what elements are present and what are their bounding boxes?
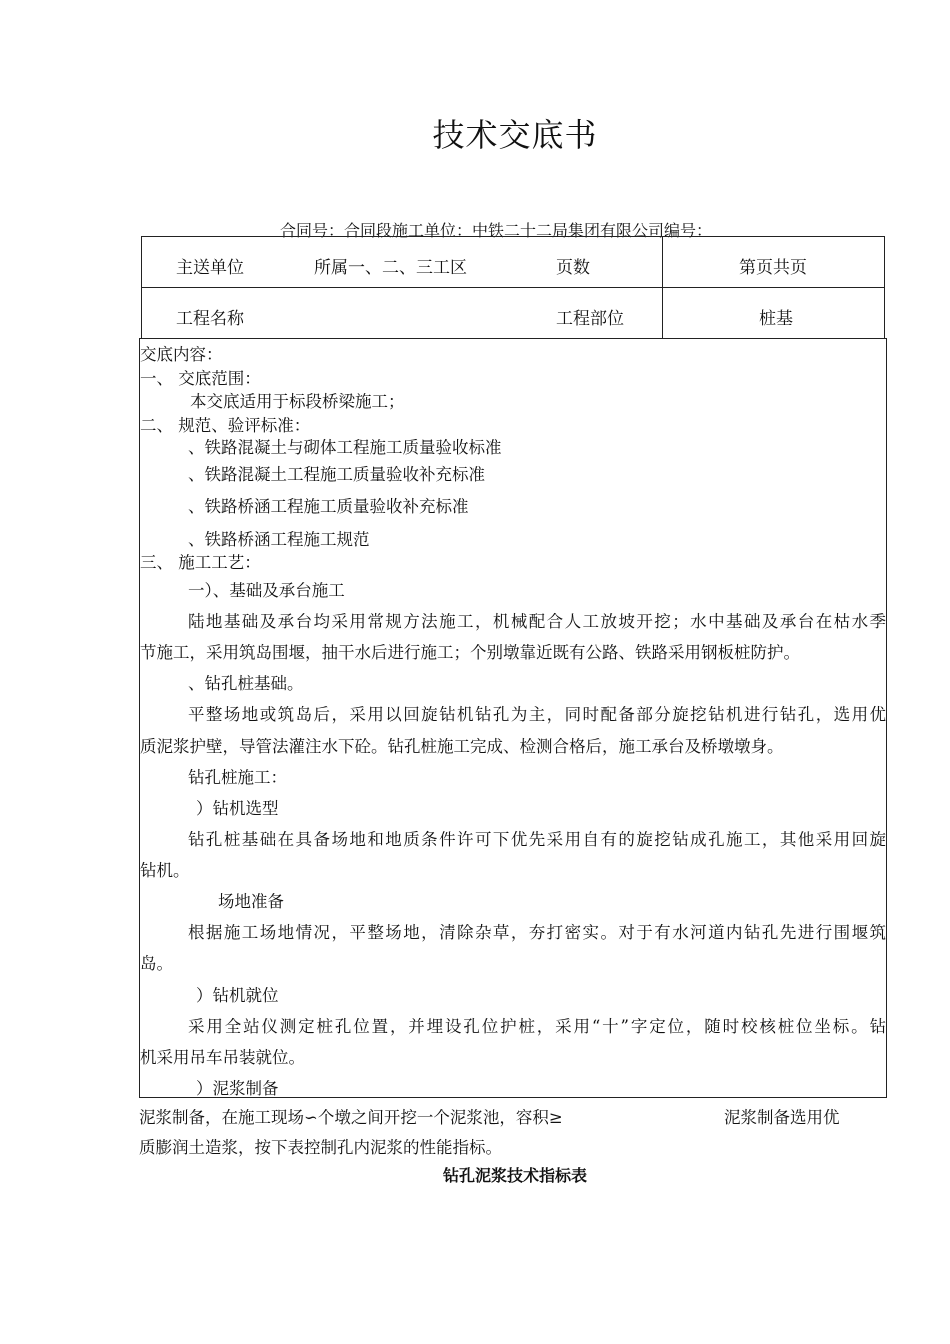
section-scope-title: 一、 交底范围： (140, 369, 261, 388)
step-title: ）钻机就位 (196, 986, 279, 1005)
project-name-label: 工程名称 (176, 309, 244, 329)
content-heading: 交底内容： (140, 345, 223, 364)
paragraph-line: 陆地基础及承台均采用常规方法施工，机械配合人工放坡开挖；水中基础及承台在枯水季 (188, 612, 886, 631)
step-title: 场地准备 (218, 892, 284, 911)
step-title: ）泥浆制备 (196, 1079, 279, 1098)
subsection-bored-pile-title: 、钻孔桩基础。 (188, 674, 304, 693)
standard-item: 、铁路桥涵工程施工规范 (188, 530, 370, 549)
standard-item: 、铁路混凝土工程施工质量验收补充标准 (188, 465, 485, 484)
send-unit-label: 主送单位 (176, 258, 244, 278)
pages-label: 页数 (556, 258, 590, 278)
contract-line: 合同号：合同段施工单位：中铁二十二局集团有限公司编号： (280, 221, 713, 240)
project-part-value: 桩基 (759, 309, 793, 329)
paragraph-line: 泥浆制备，在施工现场∽个墩之间开挖一个泥浆池，容积≥ (139, 1108, 563, 1127)
standard-item: 、铁路桥涵工程施工质量验收补充标准 (188, 497, 469, 516)
document-title: 技术交底书 (432, 116, 598, 154)
paragraph-line: 根据施工场地情况，平整场地，清除杂草，夯打密实。对于有水河道内钻孔先进行围堰筑 (188, 923, 886, 942)
header-table (141, 236, 885, 338)
subsection-foundation-title: 一）、基础及承台施工 (188, 581, 345, 600)
subsection-pile-construction-title: 钻孔桩施工： (188, 768, 287, 787)
project-part-label: 工程部位 (556, 309, 624, 329)
send-unit-value: 所属一、二、三工区 (314, 258, 467, 278)
pages-value: 第页共页 (739, 258, 807, 278)
paragraph-line: 泥浆制备选用优 (724, 1108, 840, 1127)
section-standards-title: 二、 规范、验评标准： (140, 416, 311, 435)
standard-item: 、铁路混凝土与砌体工程施工质量验收标准 (188, 438, 502, 457)
step-title: ）钻机选型 (196, 799, 279, 818)
paragraph-line: 机采用吊车吊装就位。 (140, 1048, 305, 1067)
section-scope-text: 本交底适用于标段桥梁施工； (190, 392, 405, 411)
section-process-title: 三、 施工工艺： (140, 553, 261, 572)
table-title: 钻孔泥浆技术指标表 (442, 1166, 587, 1185)
disclosure-content-box (139, 338, 887, 1098)
paragraph-line: 钻机。 (140, 861, 190, 880)
paragraph-line: 岛。 (140, 954, 173, 973)
paragraph-line: 平整场地或筑岛后，采用以回旋钻机钻孔为主，同时配备部分旋挖钻机进行钻孔，选用优 (188, 705, 886, 724)
paragraph-line: 质膨润土造浆，按下表控制孔内泥浆的性能指标。 (139, 1138, 502, 1157)
header-row-divider (142, 287, 884, 288)
paragraph-line: 钻孔桩基础在具备场地和地质条件许可下优先采用自有的旋挖钻成孔施工，其他采用回旋 (188, 830, 886, 849)
paragraph-line: 质泥浆护壁，导管法灌注水下砼。钻孔桩施工完成、检测合格后，施工承台及桥墩墩身。 (140, 737, 784, 756)
header-column-divider (662, 237, 663, 339)
paragraph-line: 采用全站仪测定桩孔位置，并埋设孔位护桩，采用“十”字定位，随时校核桩位坐标。钻 (188, 1017, 886, 1036)
paragraph-line: 节施工，采用筑岛围堰，抽干水后进行施工；个别墩靠近既有公路、铁路采用钢板桩防护。 (140, 643, 800, 662)
